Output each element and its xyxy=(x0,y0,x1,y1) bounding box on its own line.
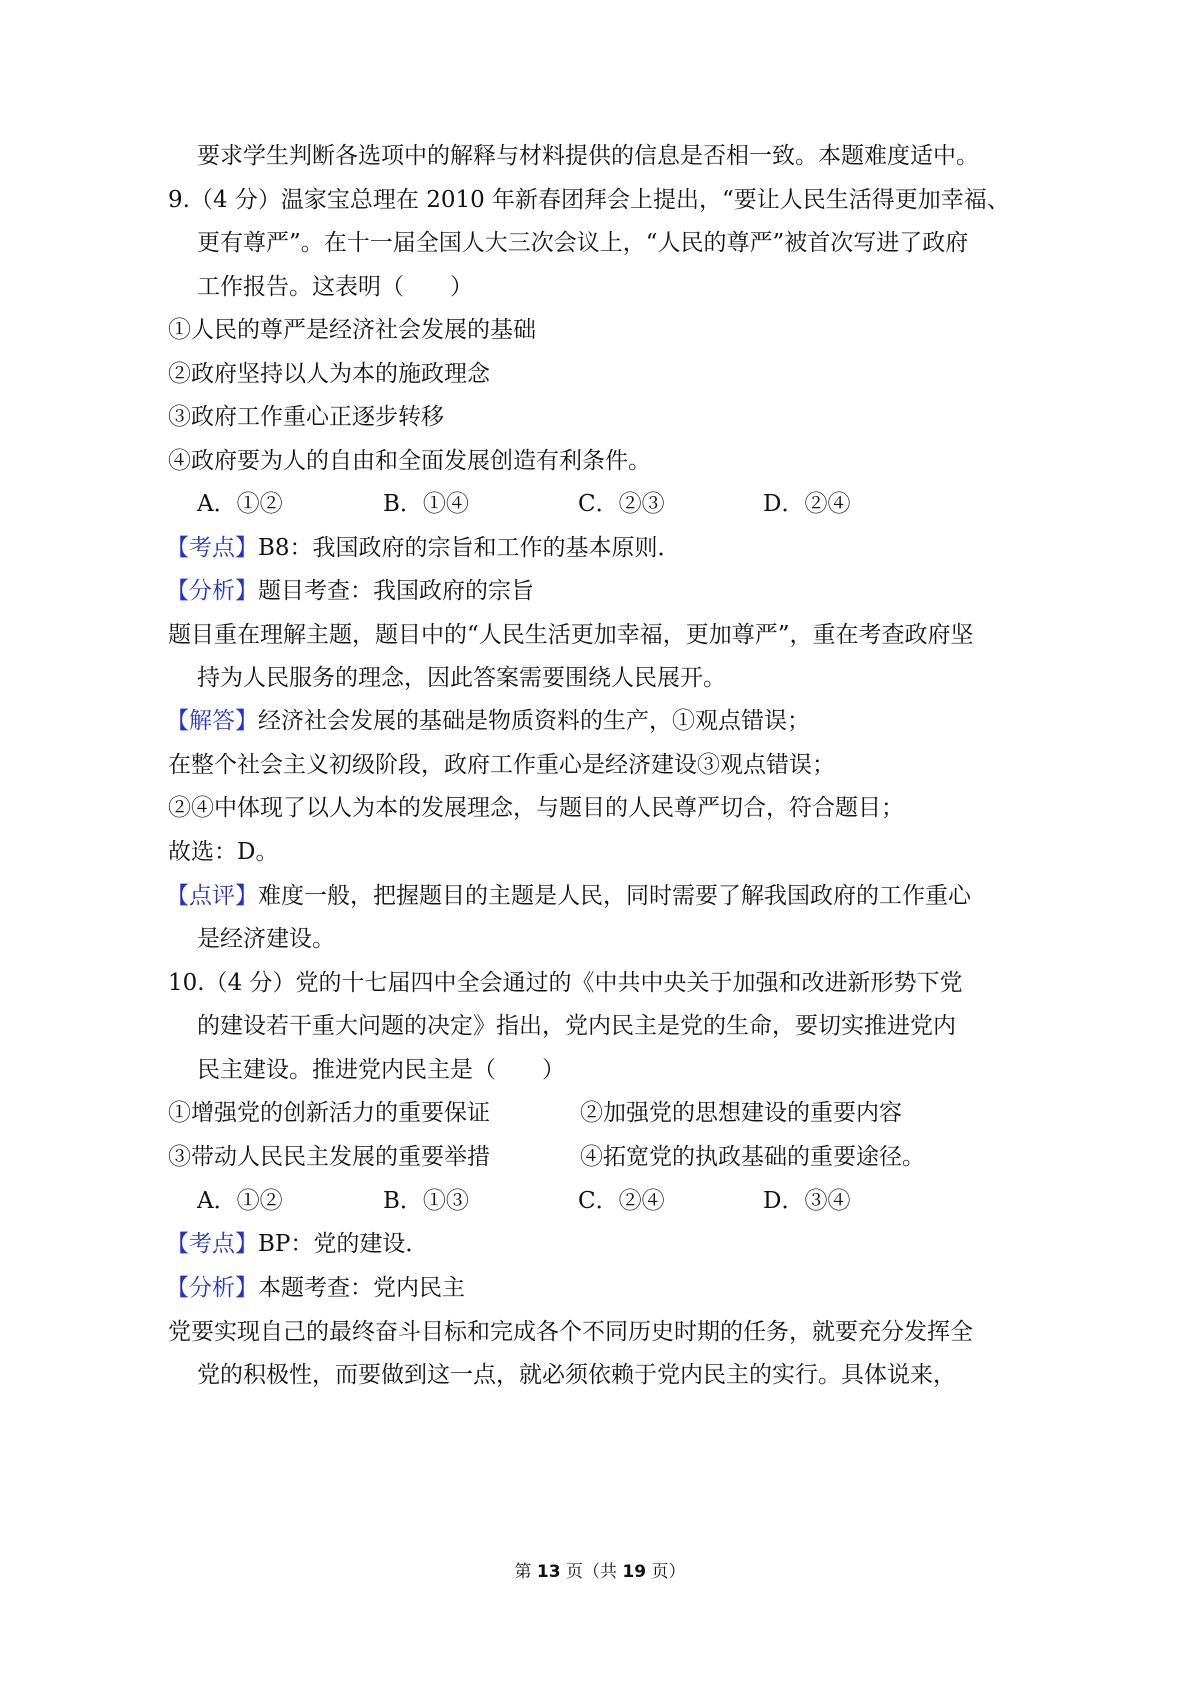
q10-item-2: ②加强党的思想建设的重要内容 xyxy=(580,1100,902,1126)
q9-answer: 故选：D。 xyxy=(168,839,279,865)
q10-item-4: ④拓宽党的执政基础的重要途径。 xyxy=(580,1144,925,1170)
q9-stem-line-2: 更有尊严”。在十一届全国人大三次会议上，“人民的尊严”被首次写进了政府 xyxy=(197,230,969,256)
q10-stem-line-1: 10.（4 分）党的十七届四中全会通过的《中共中央关于加强和改进新形势下党 xyxy=(168,970,963,996)
q8-explanation-tail: 要求学生判断各选项中的解释与材料提供的信息是否相一致。本题难度适中。 xyxy=(197,143,979,169)
q9-fenxi-line-3: 持为人民服务的理念，因此答案需要围绕人民展开。 xyxy=(197,665,726,691)
q10-stem-line-3: 民主建设。推进党内民主是（ ） xyxy=(197,1057,565,1083)
fenxi-tag: 【分析】 xyxy=(166,578,258,604)
q10-option-c: C．②④ xyxy=(578,1188,665,1214)
q10-option-b: B．①③ xyxy=(383,1188,469,1214)
q9-item-3: ③政府工作重心正逐步转移 xyxy=(168,404,444,430)
q10-fenxi-line-2: 党要实现自己的最终奋斗目标和完成各个不同历史时期的任务，就要充分发挥全 xyxy=(168,1319,973,1345)
q10-option-d: D．③④ xyxy=(763,1188,851,1214)
q9-fenxi-line-2: 题目重在理解主题，题目中的“人民生活更加幸福，更加尊严”，重在考查政府坚 xyxy=(168,622,974,648)
fenxi-tag: 【分析】 xyxy=(166,1275,258,1301)
q9-option-b: B．①④ xyxy=(383,491,469,517)
q9-jieda-line-3: ②④中体现了以人为本的发展理念，与题目的人民尊严切合，符合题目； xyxy=(168,795,904,821)
page-total: 19 xyxy=(622,1562,647,1582)
q10-option-a: A．①② xyxy=(197,1188,283,1214)
q9-dianping-line-2: 是经济建设。 xyxy=(197,926,335,952)
q10-item-3: ③带动人民民主发展的重要举措 xyxy=(168,1144,490,1170)
q9-stem-line-1: 9.（4 分）温家宝总理在 2010 年新春团拜会上提出，“要让人民生活得更加幸福、 xyxy=(168,187,1010,213)
q10-items-row-2 xyxy=(0,1137,1200,1177)
q10-fenxi: 【分析】 本题考查：党内民主 xyxy=(0,1268,1200,1308)
q9-item-1: ①人民的尊严是经济社会发展的基础 xyxy=(168,317,536,343)
q10-options xyxy=(0,1181,1200,1221)
q9-kaodian: 【考点】 B8：我国政府的宗旨和工作的基本原则． xyxy=(0,528,1200,568)
q9-jieda-line-2: 在整个社会主义初级阶段，政府工作重心是经济建设③观点错误； xyxy=(168,752,835,778)
q10-kaodian: 【考点】 BP：党的建设． xyxy=(0,1224,1200,1264)
q9-option-c: C．②③ xyxy=(578,491,665,517)
q9-item-4: ④政府要为人的自由和全面发展创造有利条件。 xyxy=(168,448,651,474)
kaodian-tag: 【考点】 xyxy=(166,535,258,561)
q9-item-2: ②政府坚持以人为本的施政理念 xyxy=(168,361,490,387)
dianping-tag: 【点评】 xyxy=(166,883,258,909)
q9-options xyxy=(0,484,1200,524)
kaodian-tag: 【考点】 xyxy=(166,1231,258,1257)
jieda-tag: 【解答】 xyxy=(166,708,258,734)
q10-items-row-1 xyxy=(0,1093,1200,1133)
q9-option-d: D．②④ xyxy=(763,491,851,517)
page-footer: 第 13 页（共 19 页） xyxy=(514,1562,686,1582)
q9-jieda: 【解答】 经济社会发展的基础是物质资料的生产，①观点错误； xyxy=(0,701,1200,741)
q10-fenxi-line-3: 党的积极性，而要做到这一点，就必须依赖于党内民主的实行。具体说来， xyxy=(197,1362,956,1388)
q9-option-a: A．①② xyxy=(197,491,283,517)
page-number: 13 xyxy=(536,1562,561,1582)
q9-dianping: 【点评】 难度一般，把握题目的主题是人民，同时需要了解我国政府的工作重心 xyxy=(0,876,1200,916)
q9-fenxi: 【分析】 题目考查：我国政府的宗旨 xyxy=(0,571,1200,611)
q10-item-1: ①增强党的创新活力的重要保证 xyxy=(168,1100,490,1126)
q9-stem-line-3: 工作报告。这表明（ ） xyxy=(197,274,473,300)
q10-stem-line-2: 的建设若干重大问题的决定》指出，党内民主是党的生命，要切实推进党内 xyxy=(197,1013,956,1039)
